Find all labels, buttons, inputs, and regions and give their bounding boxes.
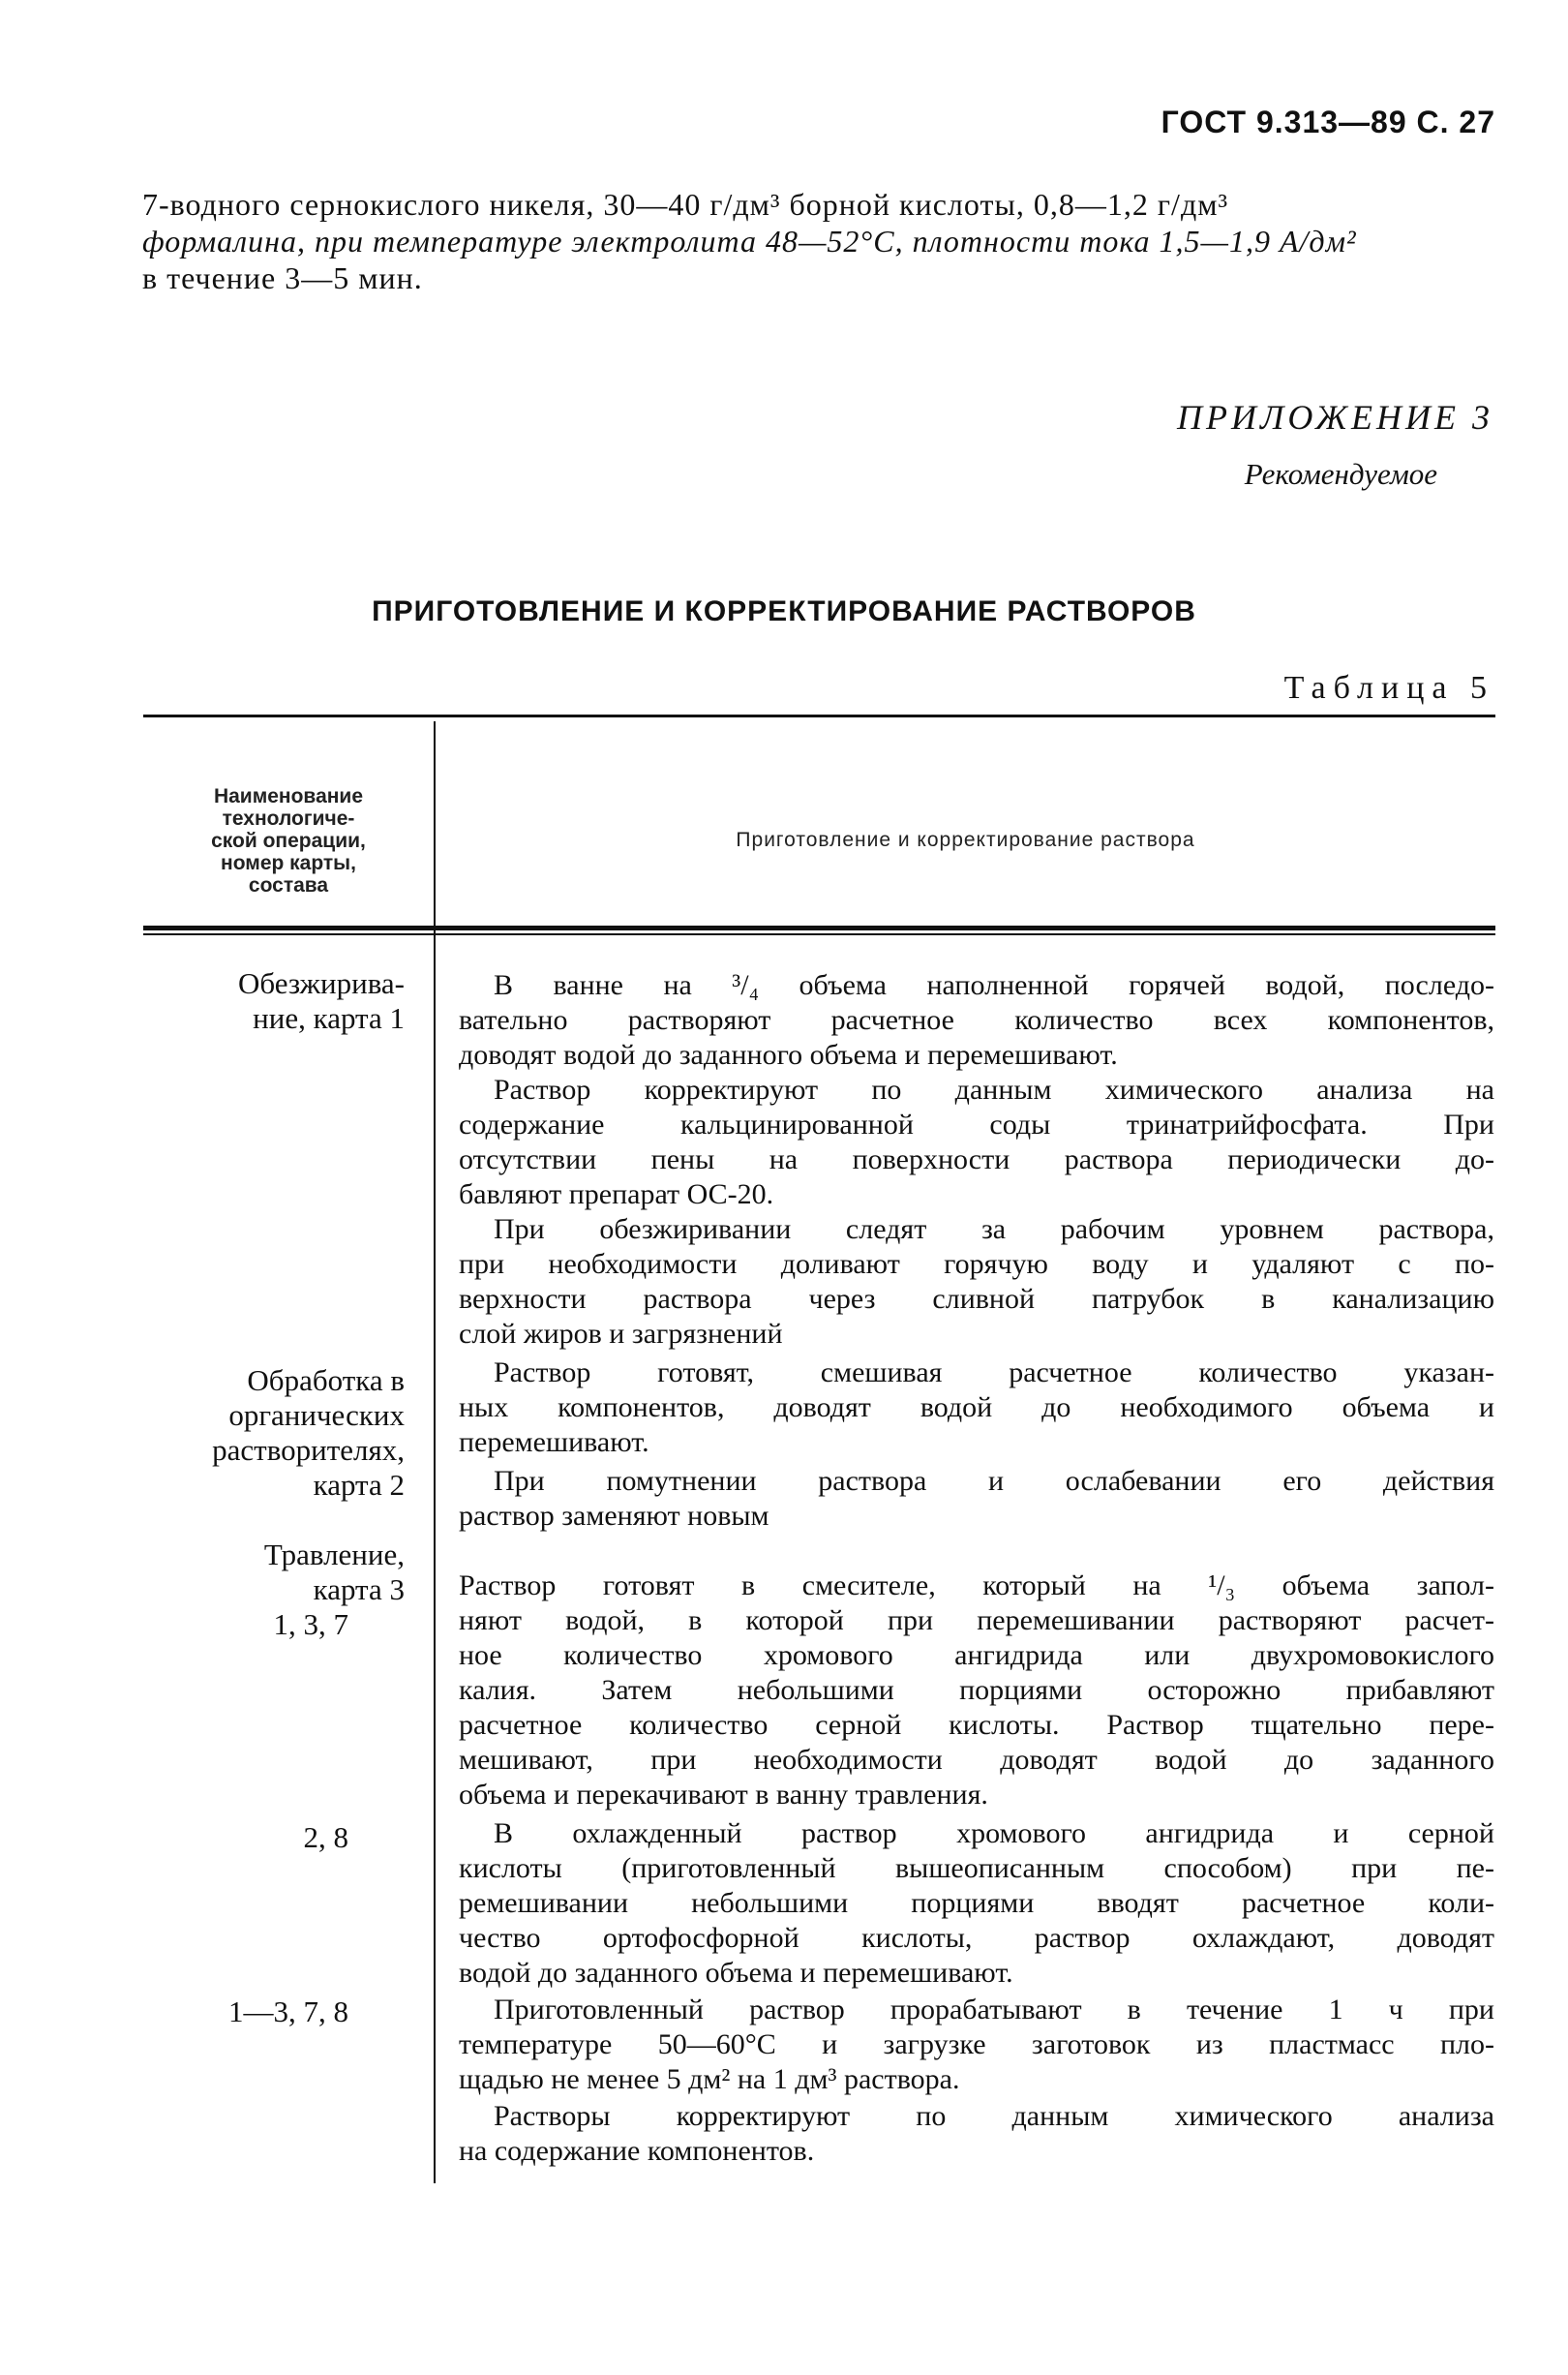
header-col1-line: состава xyxy=(248,873,329,897)
table-header-col1 xyxy=(143,763,434,918)
header-col1-line: ской операции, xyxy=(211,829,366,852)
procedure-paragraph xyxy=(459,1355,1494,1460)
header-col1-line: Наименование xyxy=(213,784,364,807)
intro-line: формалина, при температуре электролита 48—52°С, плотности тока 1,5—1,9 А/дм² xyxy=(142,224,1357,259)
composition-codes: 1, 3, 7 xyxy=(273,1607,348,1641)
text-line: чество ортофосфорной кислоты, раствор охлаждают, доводят xyxy=(459,1922,1494,1954)
text-line: ное количество хромового ангидрида или двухромовокислого xyxy=(459,1639,1494,1671)
page-header: ГОСТ 9.313—89 С. 27 xyxy=(1161,105,1495,139)
operation-line: Травление, xyxy=(263,1538,405,1571)
text-line: В охлажденный раствор хромового ангидрида и серной xyxy=(494,1817,1494,1849)
operation-etching xyxy=(145,1538,405,1607)
appendix-label: ПРИЛОЖЕНИЕ 3 xyxy=(1177,398,1493,437)
text-line: ремешивании небольшими порциями вводят расчетное коли- xyxy=(459,1887,1494,1919)
composition-codes: 2, 8 xyxy=(303,1820,348,1854)
procedure-paragraph xyxy=(459,1816,1494,1991)
header-col1-line: технологиче- xyxy=(222,807,355,830)
text-line: кислоты (приготовленный вышеописанным способом) при пе- xyxy=(459,1852,1494,1884)
header-col1-line: номер карты, xyxy=(221,851,356,874)
table-header-col2: Приготовление и корректирование раствора xyxy=(736,829,1195,851)
procedure-paragraph xyxy=(459,1073,1494,1212)
text-line: слой жиров и загрязнений xyxy=(459,1318,783,1350)
text-line: Раствор готовят в смесителе, который на ¹/₃ объема запол- xyxy=(459,1569,1494,1601)
text-line: доводят водой до заданного объема и перемешивают. xyxy=(459,1039,1118,1071)
text-line: Приготовленный раствор прорабатывают в течение 1 ч при xyxy=(494,1994,1494,2025)
intro-line: 7-водного сернокислого никеля, 30—40 г/дм³ борной кислоты, 0,8—1,2 г/дм³ xyxy=(142,187,1229,222)
appendix-status: Рекомендуемое xyxy=(1244,457,1437,491)
text-line: раствор заменяют новым xyxy=(459,1500,769,1532)
table-top-rule xyxy=(143,715,1495,717)
text-line: калия. Затем небольшими порциями осторожно прибавляют xyxy=(459,1674,1494,1706)
text-line: Растворы корректируют по данным химического анализа xyxy=(494,2100,1494,2132)
intro-line: в течение 3—5 мин. xyxy=(142,260,423,295)
procedure-paragraph xyxy=(459,968,1494,1073)
operation-organic-solvents xyxy=(145,1363,405,1503)
text-line: Раствор корректируют по данным химического анализа на xyxy=(494,1074,1494,1106)
section-title: ПРИГОТОВЛЕНИЕ И КОРРЕКТИРОВАНИЕ РАСТВОРОВ xyxy=(372,595,1196,627)
operation-degreasing xyxy=(145,966,405,1036)
text-line: температуре 50—60°С и загрузке заготовок из пластмасс пло- xyxy=(459,2028,1494,2060)
table-header-rule-thin xyxy=(143,933,1495,935)
text-line: мешивают, при необходимости доводят водой до заданного xyxy=(459,1744,1494,1776)
operation-line: ние, карта 1 xyxy=(253,1001,405,1035)
text-line: При обезжиривании следят за рабочим уровнем раствора, xyxy=(494,1213,1494,1245)
operation-line: Обезжирива- xyxy=(238,966,405,1000)
procedure-paragraph xyxy=(459,1993,1494,2097)
text-line: щадью не менее 5 дм² на 1 дм³ раствора. xyxy=(459,2063,960,2095)
operation-line: Обработка в xyxy=(247,1363,405,1397)
operation-line: органических xyxy=(228,1398,405,1432)
procedure-paragraph xyxy=(459,2099,1494,2169)
text-line: содержание кальцинированной соды тринатрийфосфата. При xyxy=(459,1109,1494,1141)
table-column-divider xyxy=(434,721,436,2183)
table-label: Таблица 5 xyxy=(1283,670,1494,706)
text-line: Раствор готовят, смешивая расчетное количество указан- xyxy=(494,1356,1494,1388)
text-line: отсутствии пены на поверхности раствора периодически до- xyxy=(459,1143,1494,1175)
procedure-paragraph xyxy=(459,1212,1494,1352)
operation-line: растворителях, xyxy=(212,1433,405,1467)
text-line: верхности раствора через сливной патрубок в канализацию xyxy=(459,1283,1494,1315)
text-line: перемешивают. xyxy=(459,1426,649,1458)
text-line: бавляют препарат ОС-20. xyxy=(459,1178,774,1210)
operation-line: карта 2 xyxy=(313,1468,405,1502)
text-line: ных компонентов, доводят водой до необходимого объема и xyxy=(459,1391,1494,1423)
text-line: В ванне на ³/₄ объема наполненной горячей водой, последо- xyxy=(494,969,1494,1001)
procedure-paragraph xyxy=(459,1464,1494,1534)
composition-codes: 1—3, 7, 8 xyxy=(228,1994,348,2028)
text-line: При помутнении раствора и ослабевании его действия xyxy=(494,1465,1494,1497)
text-line: при необходимости доливают горячую воду и удаляют с по- xyxy=(459,1248,1494,1280)
procedure-paragraph xyxy=(459,1568,1494,1812)
table-header-rule xyxy=(143,926,1495,930)
text-line: расчетное количество серной кислоты. Раствор тщательно пере- xyxy=(459,1709,1494,1741)
text-line: на содержание компонентов. xyxy=(459,2135,815,2167)
operation-line: карта 3 xyxy=(313,1572,405,1606)
text-line: вательно растворяют расчетное количество всех компонентов, xyxy=(459,1004,1494,1036)
intro-paragraph xyxy=(142,186,1497,296)
text-line: няют водой, в которой при перемешивании растворяют расчет- xyxy=(459,1604,1494,1636)
text-line: водой до заданного объема и перемешивают. xyxy=(459,1957,1013,1989)
text-line: объема и перекачивают в ванну травления. xyxy=(459,1779,988,1811)
